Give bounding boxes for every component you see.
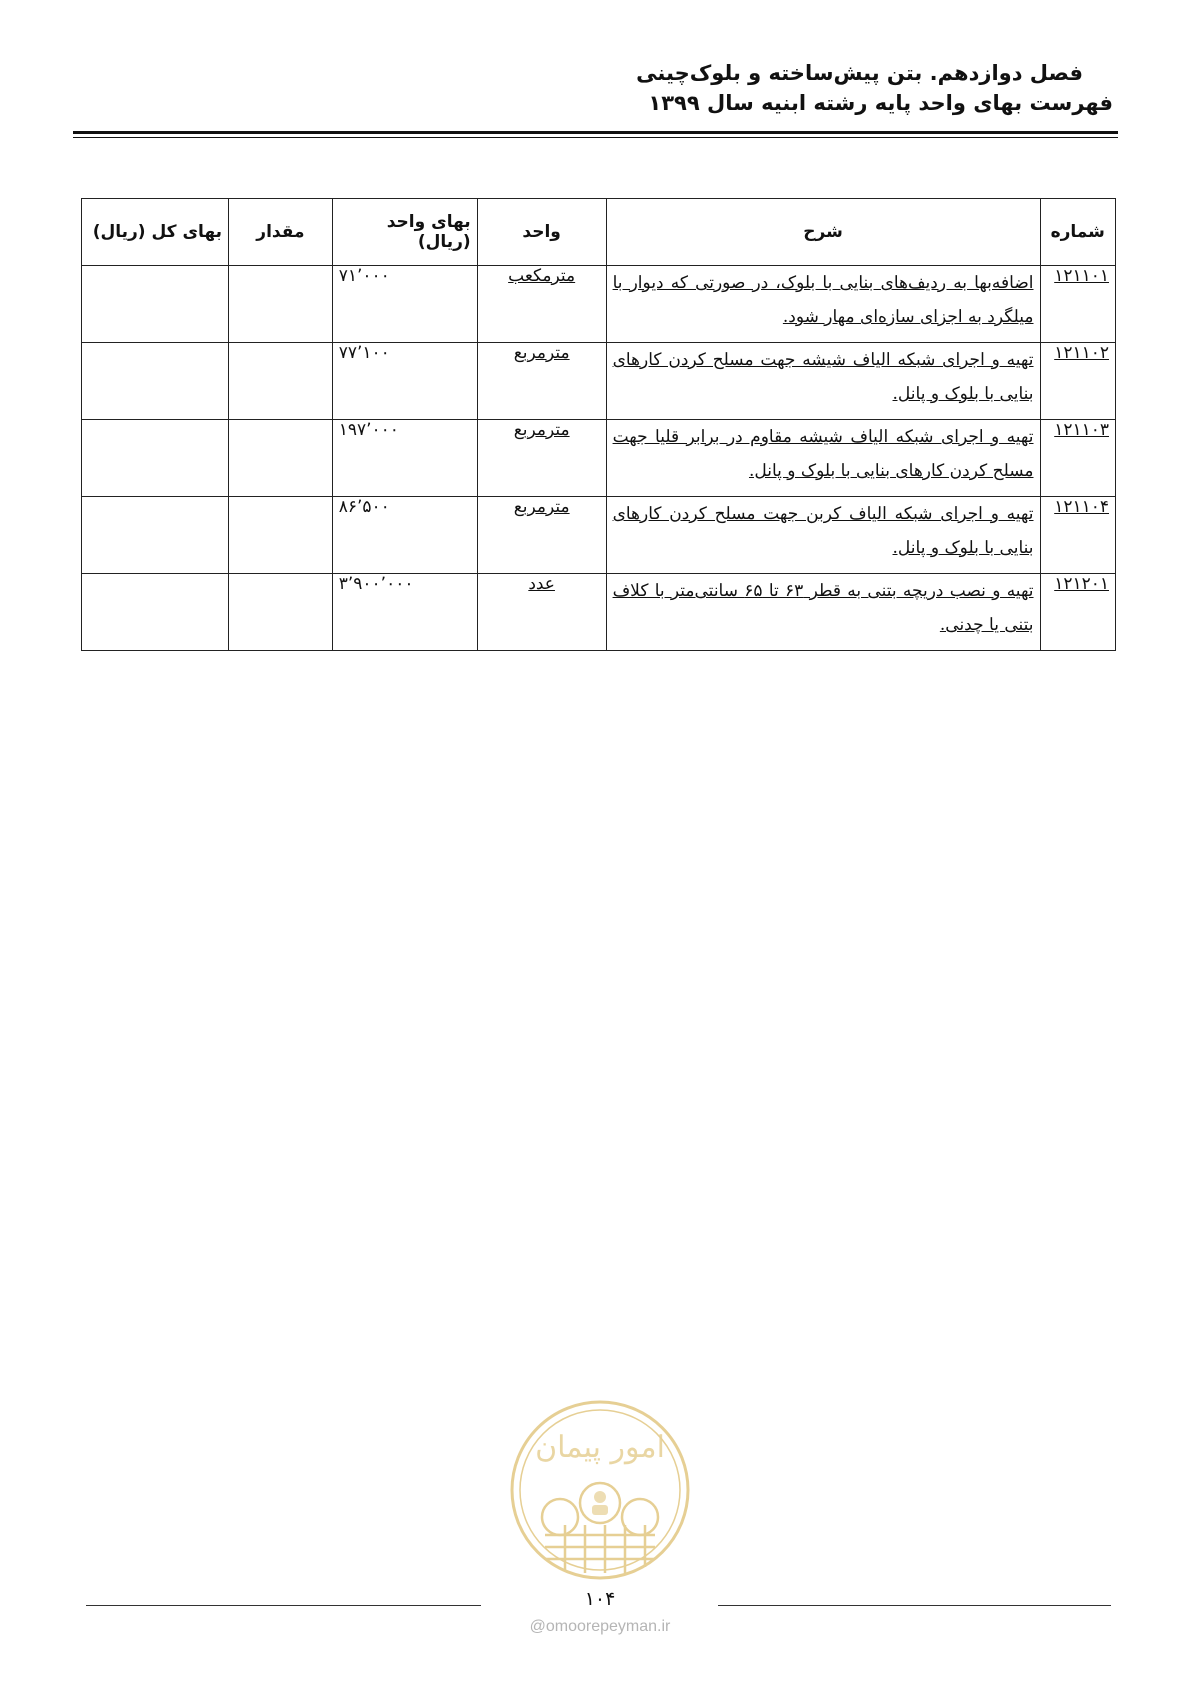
row-description: تهیه و اجرای شبکه الیاف شیشه جهت مسلح کردن کارهای بنایی با بلوک و پانل. xyxy=(612,350,1034,404)
row-total-price xyxy=(82,420,229,497)
table-row xyxy=(82,266,1116,343)
footer-rule-right xyxy=(718,1605,1111,1606)
row-code: ۱۲۱۱۰۲ xyxy=(1054,343,1109,363)
header-quantity: مقدار xyxy=(229,199,333,266)
row-description-cell xyxy=(606,574,1040,651)
table-row xyxy=(82,574,1116,651)
table-row xyxy=(82,343,1116,420)
row-description: اضافه‌بها به ردیف‌های بنایی با بلوک، در صورتی که دیوار با میلگرد به اجزای سازه‌ای مهار شود. xyxy=(612,273,1034,327)
row-total-price xyxy=(82,574,229,651)
header-description: شرح xyxy=(606,199,1040,266)
row-code-cell xyxy=(1040,574,1116,651)
row-code-cell xyxy=(1040,497,1116,574)
row-description-cell xyxy=(606,497,1040,574)
row-unit-cell xyxy=(477,343,606,420)
page-number: ۱۰۴ xyxy=(584,1588,616,1610)
chapter-title: فصل دوازدهم. بتن پیش‌ساخته و بلوک‌چینی xyxy=(636,61,1083,85)
row-code-cell xyxy=(1040,266,1116,343)
row-unit: مترمربع xyxy=(513,343,570,363)
header-unit: واحد xyxy=(477,199,606,266)
row-unit-cell xyxy=(477,574,606,651)
row-code-cell xyxy=(1040,343,1116,420)
row-description: تهیه و نصب دریچه بتنی به قطر ۶۳ تا ۶۵ سانتی‌متر با کلاف بتنی یا چدنی. xyxy=(612,581,1034,635)
row-description-cell xyxy=(606,266,1040,343)
row-description-cell xyxy=(606,420,1040,497)
row-description: تهیه و اجرای شبکه الیاف شیشه مقاوم در برابر قلیا جهت مسلح کردن کارهای بنایی با بلوک و پانل. xyxy=(612,427,1034,481)
header-unit-price: بهای واحد (ریال) xyxy=(332,199,477,266)
row-total-price xyxy=(82,266,229,343)
header-total-price: بهای کل (ریال) xyxy=(82,199,229,266)
row-unit-price: ۳٬۹۰۰٬۰۰۰ xyxy=(332,574,477,651)
row-unit-price: ۷۷٬۱۰۰ xyxy=(332,343,477,420)
omoore-peyman-logo-icon xyxy=(505,1395,695,1585)
watermark-logo-icon xyxy=(505,1395,695,1585)
header-rule-thin xyxy=(73,137,1118,138)
row-quantity xyxy=(229,497,333,574)
row-description-cell xyxy=(606,343,1040,420)
watermark-logo-text: امور پیمان xyxy=(535,1430,665,1465)
row-total-price xyxy=(82,343,229,420)
row-code: ۱۲۱۱۰۳ xyxy=(1054,420,1109,440)
page-header xyxy=(73,58,1113,118)
row-unit: مترمکعب xyxy=(508,266,576,286)
table-row xyxy=(82,497,1116,574)
header-number: شماره xyxy=(1040,199,1116,266)
header-rule-thick xyxy=(73,131,1118,134)
row-unit-price: ۷۱٬۰۰۰ xyxy=(332,266,477,343)
row-unit-price: ۸۶٬۵۰۰ xyxy=(332,497,477,574)
row-unit: عدد xyxy=(528,574,555,594)
row-quantity xyxy=(229,574,333,651)
price-list-table xyxy=(81,198,1116,651)
footer-rule-left xyxy=(86,1605,481,1606)
row-total-price xyxy=(82,497,229,574)
row-description: تهیه و اجرای شبکه الیاف کربن جهت مسلح کردن کارهای بنایی با بلوک و پانل. xyxy=(612,504,1034,558)
row-code: ۱۲۱۱۰۱ xyxy=(1054,266,1109,286)
row-code: ۱۲۱۱۰۴ xyxy=(1054,497,1109,517)
row-code: ۱۲۱۲۰۱ xyxy=(1054,574,1109,594)
website-watermark: @omoorepeyman.ir xyxy=(529,1618,671,1635)
row-unit-cell xyxy=(477,420,606,497)
row-unit-cell xyxy=(477,266,606,343)
row-unit: مترمربع xyxy=(513,420,570,440)
table-row xyxy=(82,420,1116,497)
catalog-title: فهرست بهای واحد پایه رشته ابنیه سال ۱۳۹۹ xyxy=(648,91,1113,115)
row-unit: مترمربع xyxy=(513,497,570,517)
row-quantity xyxy=(229,343,333,420)
row-quantity xyxy=(229,420,333,497)
row-quantity xyxy=(229,266,333,343)
row-code-cell xyxy=(1040,420,1116,497)
table-header-row xyxy=(82,199,1116,266)
row-unit-price: ۱۹۷٬۰۰۰ xyxy=(332,420,477,497)
row-unit-cell xyxy=(477,497,606,574)
